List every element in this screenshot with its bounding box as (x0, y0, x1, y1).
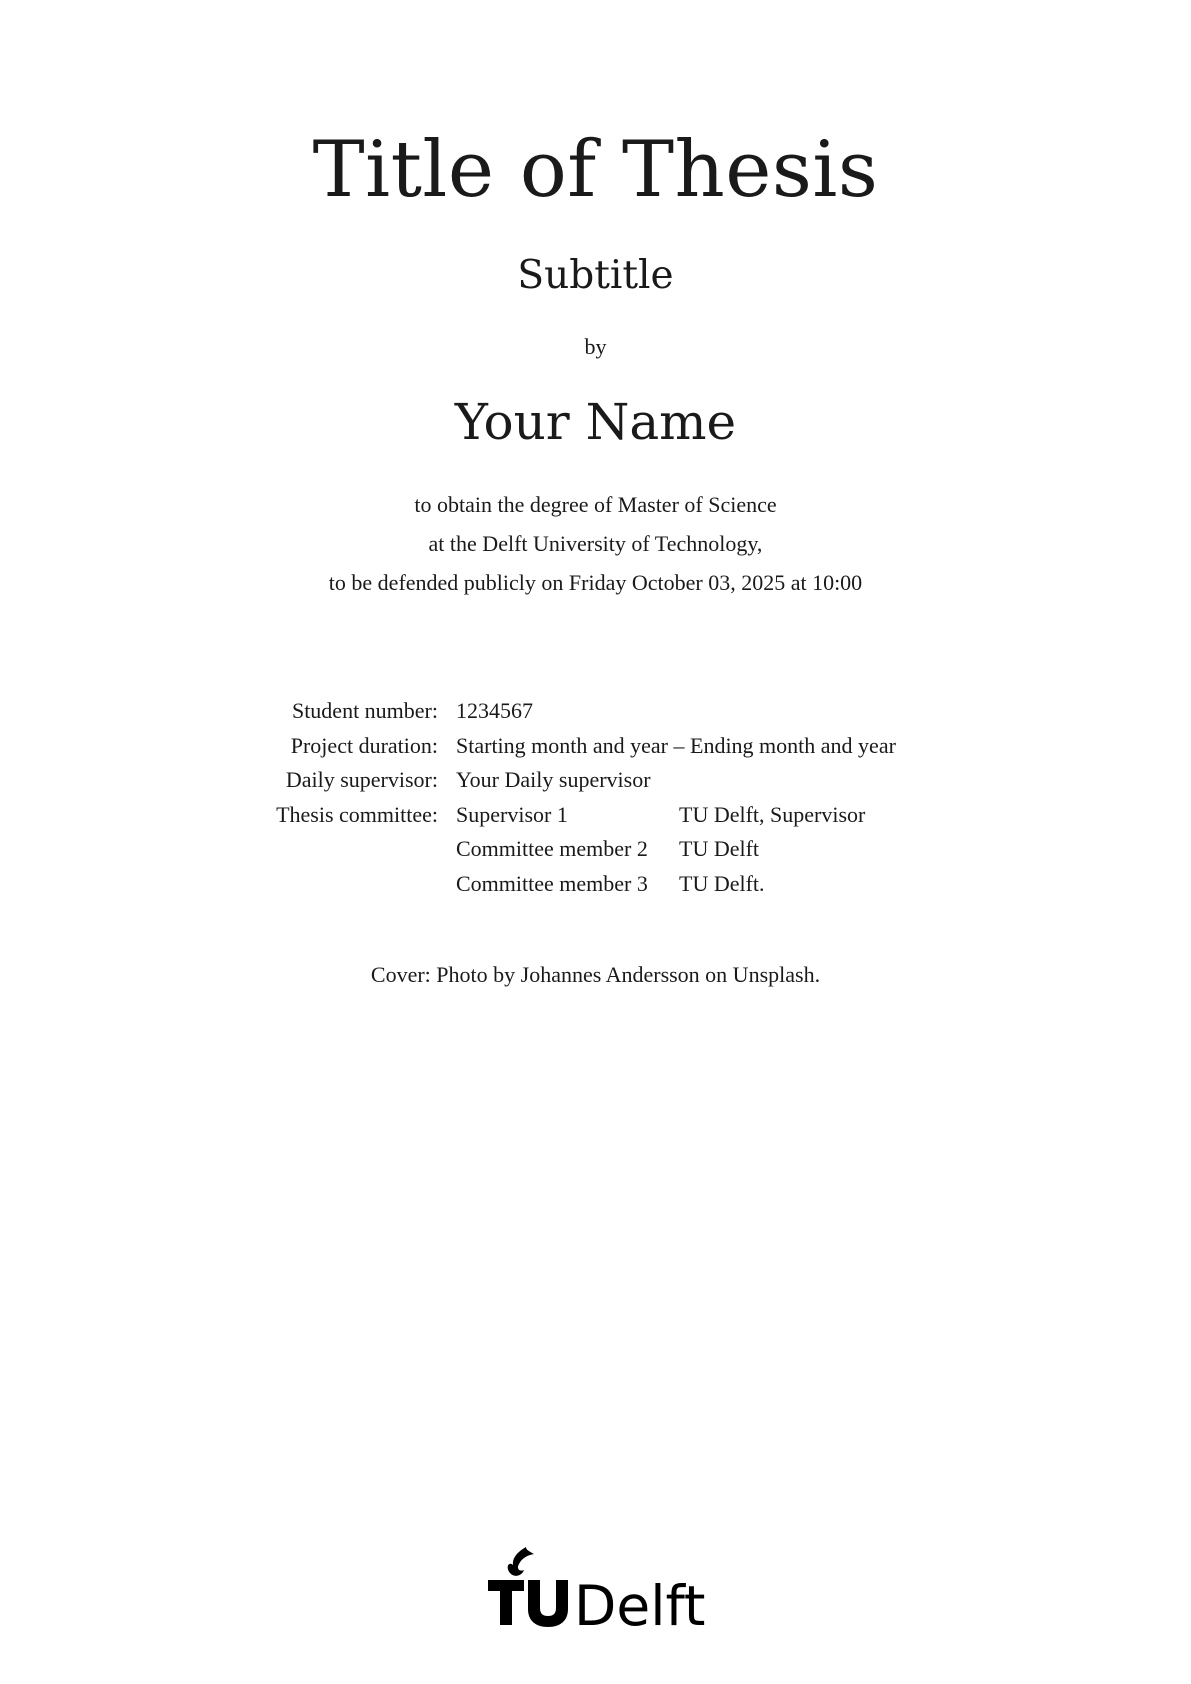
cover-credit: Cover: Photo by Johannes Andersson on Unsplash. (370, 962, 821, 987)
tu-delft-logo (486, 1545, 716, 1630)
info-row (0, 767, 1191, 797)
author-name: Your Name (454, 393, 737, 451)
info-label: Project duration: (290, 732, 438, 758)
degree-line: to obtain the degree of Master of Science (414, 492, 777, 517)
info-row (0, 871, 1191, 901)
flame-icon (486, 1545, 716, 1630)
by-label: by (584, 334, 607, 359)
info-value: Supervisor 1 (456, 801, 568, 827)
info-value: Your Daily supervisor (456, 767, 651, 792)
degree-line: at the Delft University of Technology, (428, 531, 763, 556)
info-extra: TU Delft (679, 836, 760, 861)
info-extra: TU Delft. (679, 870, 765, 896)
logo-wordmark: Delft (574, 1574, 706, 1630)
info-row (0, 802, 1191, 832)
info-label: Thesis committee: (276, 801, 438, 827)
info-value: Committee member 2 (456, 836, 648, 861)
info-label: Daily supervisor: (285, 767, 438, 792)
info-extra: TU Delft, Supervisor (679, 801, 866, 827)
info-row (0, 836, 1191, 866)
info-value: Starting month and year – Ending month and year (456, 732, 896, 758)
info-row (0, 698, 1191, 728)
info-value: 1234567 (456, 698, 533, 723)
thesis-subtitle: Subtitle (517, 253, 674, 298)
thesis-title: Title of Thesis (312, 125, 879, 215)
info-label: Student number: (291, 698, 438, 723)
info-value: Committee member 3 (456, 870, 648, 896)
info-row (0, 733, 1191, 763)
degree-line: to be defended publicly on Friday October 03, 2025 at 10:00 (328, 570, 863, 595)
